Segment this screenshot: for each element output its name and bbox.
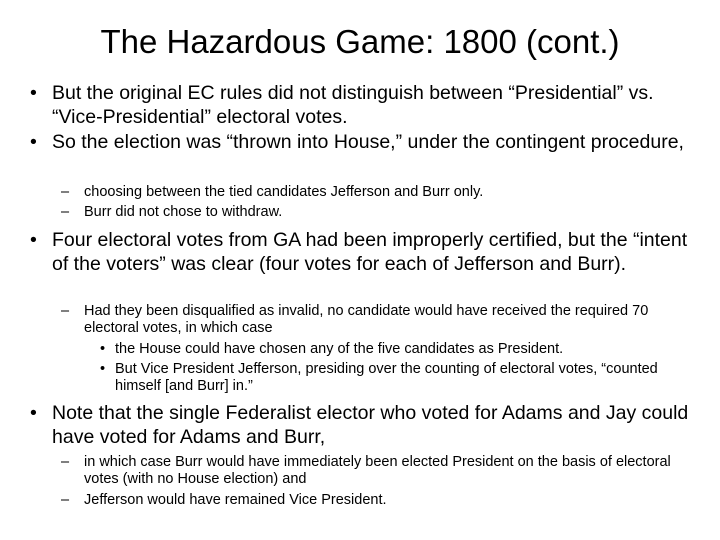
sub-list-item — [61, 303, 694, 336]
dash-icon: – — [61, 454, 70, 470]
slide-title: The Hazardous Game: 1800 (cont.) — [100, 23, 620, 60]
list-item — [30, 82, 702, 129]
list-item-text: But the original EC rules did not distinguish between “Presidential” vs. “Vice-Presidential” electoral votes. — [52, 82, 654, 128]
list-item — [30, 229, 702, 276]
dash-icon: – — [61, 204, 70, 220]
list-item-text: Jefferson would have remained Vice President. — [84, 492, 387, 508]
bullet-icon: • — [30, 82, 37, 104]
list-item-text: So the election was “thrown into House,” under the contingent procedure, — [52, 131, 684, 153]
dash-icon: – — [61, 492, 70, 508]
list-item-text: Burr did not chose to withdraw. — [84, 204, 283, 220]
sub-list-item — [61, 204, 694, 221]
list-item-text: in which case Burr would have immediately been elected President on the basis of electoral votes (with no House election) and — [84, 454, 671, 487]
bullet-icon: • — [30, 229, 37, 251]
sub-list-item — [61, 492, 694, 509]
bullet-icon: • — [30, 131, 37, 153]
list-item-text: the House could have chosen any of the five candidates as President. — [115, 341, 564, 357]
sub-sub-list-item — [100, 361, 690, 395]
list-item — [30, 402, 702, 449]
list-item-text: Had they been disqualified as invalid, no candidate would have received the required 70 electoral votes, in which case — [84, 303, 649, 336]
list-item — [30, 131, 702, 155]
bullet-icon: • — [100, 361, 106, 377]
dash-icon: – — [61, 184, 70, 200]
list-item-text: Note that the single Federalist elector who voted for Adams and Jay could have voted for Adams and Burr, — [52, 402, 689, 448]
sub-list-item — [61, 184, 694, 201]
list-item-text: choosing between the tied candidates Jefferson and Burr only. — [84, 184, 484, 200]
bullet-icon: • — [30, 402, 37, 424]
list-item-text: Four electoral votes from GA had been improperly certified, but the “intent of the voters” was clear (four votes for each of Jefferson and Burr). — [52, 229, 688, 275]
list-item-text: But Vice President Jefferson, presiding over the counting of electoral votes, “counted himself [and Burr] in.” — [115, 361, 658, 394]
bullet-icon: • — [100, 341, 106, 357]
sub-sub-list-item — [100, 341, 690, 358]
sub-list-item — [61, 454, 694, 487]
dash-icon: – — [61, 303, 70, 319]
